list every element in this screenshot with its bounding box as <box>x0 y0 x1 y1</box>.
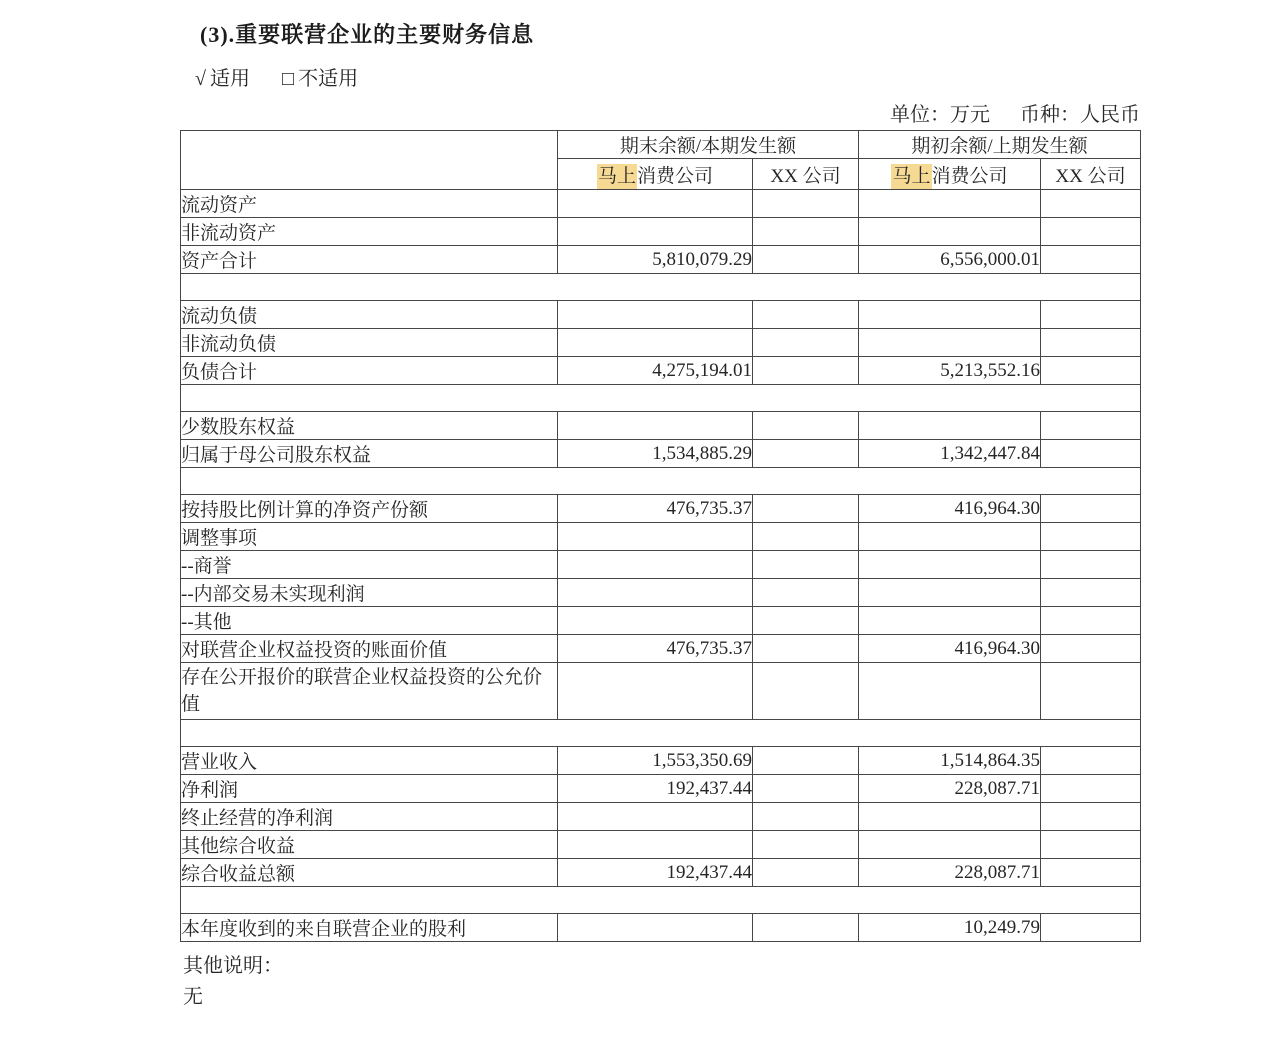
table-row <box>181 747 1141 775</box>
company-name-rest: 消费公司 <box>931 165 1008 187</box>
table-header <box>181 131 1141 190</box>
other-notes <box>180 951 1143 1013</box>
col-group-ending: 期末余额/本期发生额 <box>558 131 859 159</box>
table-row <box>181 775 1141 803</box>
cell-value <box>859 218 1041 246</box>
cell-value <box>859 301 1041 329</box>
cell-value <box>859 803 1041 831</box>
other-notes-value: 无 <box>183 986 203 1008</box>
spacer-row <box>181 274 1141 301</box>
cell-value: 1,514,864.35 <box>859 747 1041 775</box>
spacer-cell <box>181 720 1141 747</box>
row-label: 存在公开报价的联营企业权益投资的公允价值 <box>181 663 558 720</box>
cell-value: 5,213,552.16 <box>859 357 1041 385</box>
cell-value <box>1041 440 1141 468</box>
cell-value <box>558 914 753 942</box>
row-label: 其他综合收益 <box>181 831 558 859</box>
cell-value <box>753 831 859 859</box>
table-row <box>181 412 1141 440</box>
cell-value <box>753 440 859 468</box>
table-row <box>181 551 1141 579</box>
table-row <box>181 831 1141 859</box>
table-row <box>181 301 1141 329</box>
unit-currency-line <box>180 98 1140 127</box>
cell-value: 192,437.44 <box>558 859 753 887</box>
cell-value <box>753 803 859 831</box>
cell-value <box>753 579 859 607</box>
cell-value <box>859 579 1041 607</box>
cell-value <box>558 607 753 635</box>
spacer-row <box>181 887 1141 914</box>
table-row <box>181 495 1141 523</box>
table-body <box>181 190 1141 942</box>
row-label: 综合收益总额 <box>181 859 558 887</box>
section-title: (3).重要联营企业的主要财务信息 <box>200 22 535 47</box>
cell-value <box>753 551 859 579</box>
cell-value: 1,553,350.69 <box>558 747 753 775</box>
spacer-cell <box>181 468 1141 495</box>
cell-value: 1,534,885.29 <box>558 440 753 468</box>
other-notes-label: 其他说明： <box>183 955 283 977</box>
cell-value <box>558 831 753 859</box>
subheader-company-beginning <box>859 159 1041 190</box>
cell-value: 10,249.79 <box>859 914 1041 942</box>
table-row <box>181 635 1141 663</box>
table-row <box>181 803 1141 831</box>
cell-value: 228,087.71 <box>859 775 1041 803</box>
cell-value <box>1041 775 1141 803</box>
cell-value <box>1041 607 1141 635</box>
subheader-xx-beginning: XX 公司 <box>1041 159 1141 190</box>
cell-value <box>859 551 1041 579</box>
cell-value <box>558 218 753 246</box>
spacer-cell <box>181 887 1141 914</box>
cell-value <box>558 190 753 218</box>
cell-value: 228,087.71 <box>859 859 1041 887</box>
table-row <box>181 523 1141 551</box>
table-row <box>181 663 1141 720</box>
row-label: 营业收入 <box>181 747 558 775</box>
cell-value: 476,735.37 <box>558 495 753 523</box>
cell-value <box>1041 803 1141 831</box>
cell-value <box>558 803 753 831</box>
col-group-beginning: 期初余额/上期发生额 <box>859 131 1141 159</box>
cell-value: 416,964.30 <box>859 635 1041 663</box>
cell-value <box>1041 329 1141 357</box>
cell-value <box>1041 357 1141 385</box>
row-label: 少数股东权益 <box>181 412 558 440</box>
cell-value <box>1041 190 1141 218</box>
cell-value: 476,735.37 <box>558 635 753 663</box>
cell-value <box>558 663 753 720</box>
cell-value: 416,964.30 <box>859 495 1041 523</box>
row-label: 流动资产 <box>181 190 558 218</box>
checkbox-empty-icon: □ <box>281 68 295 90</box>
row-label: 对联营企业权益投资的账面价值 <box>181 635 558 663</box>
row-label: --内部交易未实现利润 <box>181 579 558 607</box>
row-label: --商誉 <box>181 551 558 579</box>
cell-value <box>753 607 859 635</box>
cell-value <box>558 329 753 357</box>
cell-value <box>753 523 859 551</box>
unit-text: 单位：万元 <box>890 104 990 126</box>
table-row <box>181 190 1141 218</box>
highlight-mark: 马上 <box>892 165 931 187</box>
row-label: 负债合计 <box>181 357 558 385</box>
cell-value <box>753 914 859 942</box>
cell-value <box>753 218 859 246</box>
cell-value <box>753 246 859 274</box>
subheader-xx-ending: XX 公司 <box>753 159 859 190</box>
table-row <box>181 357 1141 385</box>
spacer-row <box>181 720 1141 747</box>
spacer-cell <box>181 385 1141 412</box>
spacer-cell <box>181 274 1141 301</box>
cell-value <box>753 329 859 357</box>
cell-value <box>753 190 859 218</box>
table-row <box>181 329 1141 357</box>
company-name-rest: 消费公司 <box>637 165 714 187</box>
cell-value: 6,556,000.01 <box>859 246 1041 274</box>
row-label: 资产合计 <box>181 246 558 274</box>
cell-value <box>558 412 753 440</box>
cell-value <box>753 663 859 720</box>
cell-value <box>753 495 859 523</box>
cell-value <box>753 747 859 775</box>
corner-cell <box>181 131 558 190</box>
table-row <box>181 246 1141 274</box>
row-label: 本年度收到的来自联营企业的股利 <box>181 914 558 942</box>
cell-value <box>1041 579 1141 607</box>
cell-value <box>1041 495 1141 523</box>
row-label: --其他 <box>181 607 558 635</box>
row-label: 流动负债 <box>181 301 558 329</box>
cell-value <box>1041 635 1141 663</box>
cell-value <box>753 412 859 440</box>
cell-value <box>1041 301 1141 329</box>
cell-value <box>859 523 1041 551</box>
cell-value: 4,275,194.01 <box>558 357 753 385</box>
subheader-company-ending <box>558 159 753 190</box>
table-row <box>181 914 1141 942</box>
applicable-option <box>195 62 250 91</box>
row-label: 调整事项 <box>181 523 558 551</box>
currency-text: 币种：人民币 <box>1020 104 1140 126</box>
table-row <box>181 440 1141 468</box>
cell-value <box>859 607 1041 635</box>
row-label: 终止经营的净利润 <box>181 803 558 831</box>
cell-value <box>1041 246 1141 274</box>
row-label: 净利润 <box>181 775 558 803</box>
row-label: 按持股比例计算的净资产份额 <box>181 495 558 523</box>
cell-value <box>1041 523 1141 551</box>
cell-value <box>558 301 753 329</box>
row-label: 非流动负债 <box>181 329 558 357</box>
applicable-label: 适用 <box>209 68 250 90</box>
header-group-row <box>181 131 1141 159</box>
cell-value <box>1041 747 1141 775</box>
cell-value <box>1041 551 1141 579</box>
cell-value <box>859 831 1041 859</box>
cell-value <box>753 635 859 663</box>
table-row <box>181 579 1141 607</box>
row-label: 归属于母公司股东权益 <box>181 440 558 468</box>
table-row <box>181 218 1141 246</box>
highlight-mark: 马上 <box>597 165 636 187</box>
cell-value <box>1041 831 1141 859</box>
cell-value: 1,342,447.84 <box>859 440 1041 468</box>
spacer-row <box>181 468 1141 495</box>
cell-value <box>558 523 753 551</box>
financial-table <box>180 130 1141 942</box>
cell-value <box>1041 663 1141 720</box>
cell-value <box>859 663 1041 720</box>
cell-value: 5,810,079.29 <box>558 246 753 274</box>
check-icon: √ <box>195 68 206 90</box>
cell-value <box>1041 859 1141 887</box>
table-row <box>181 859 1141 887</box>
spacer-row <box>181 385 1141 412</box>
cell-value <box>859 190 1041 218</box>
cell-value <box>1041 218 1141 246</box>
row-label: 非流动资产 <box>181 218 558 246</box>
cell-value <box>753 859 859 887</box>
not-applicable-option <box>282 62 358 91</box>
cell-value <box>859 412 1041 440</box>
cell-value <box>859 329 1041 357</box>
cell-value: 192,437.44 <box>558 775 753 803</box>
cell-value <box>753 357 859 385</box>
cell-value <box>558 579 753 607</box>
cell-value <box>753 775 859 803</box>
table-row <box>181 607 1141 635</box>
cell-value <box>753 301 859 329</box>
applicability-row <box>195 62 1267 91</box>
cell-value <box>1041 412 1141 440</box>
cell-value <box>558 551 753 579</box>
cell-value <box>1041 914 1141 942</box>
not-applicable-label: 不适用 <box>298 68 359 90</box>
